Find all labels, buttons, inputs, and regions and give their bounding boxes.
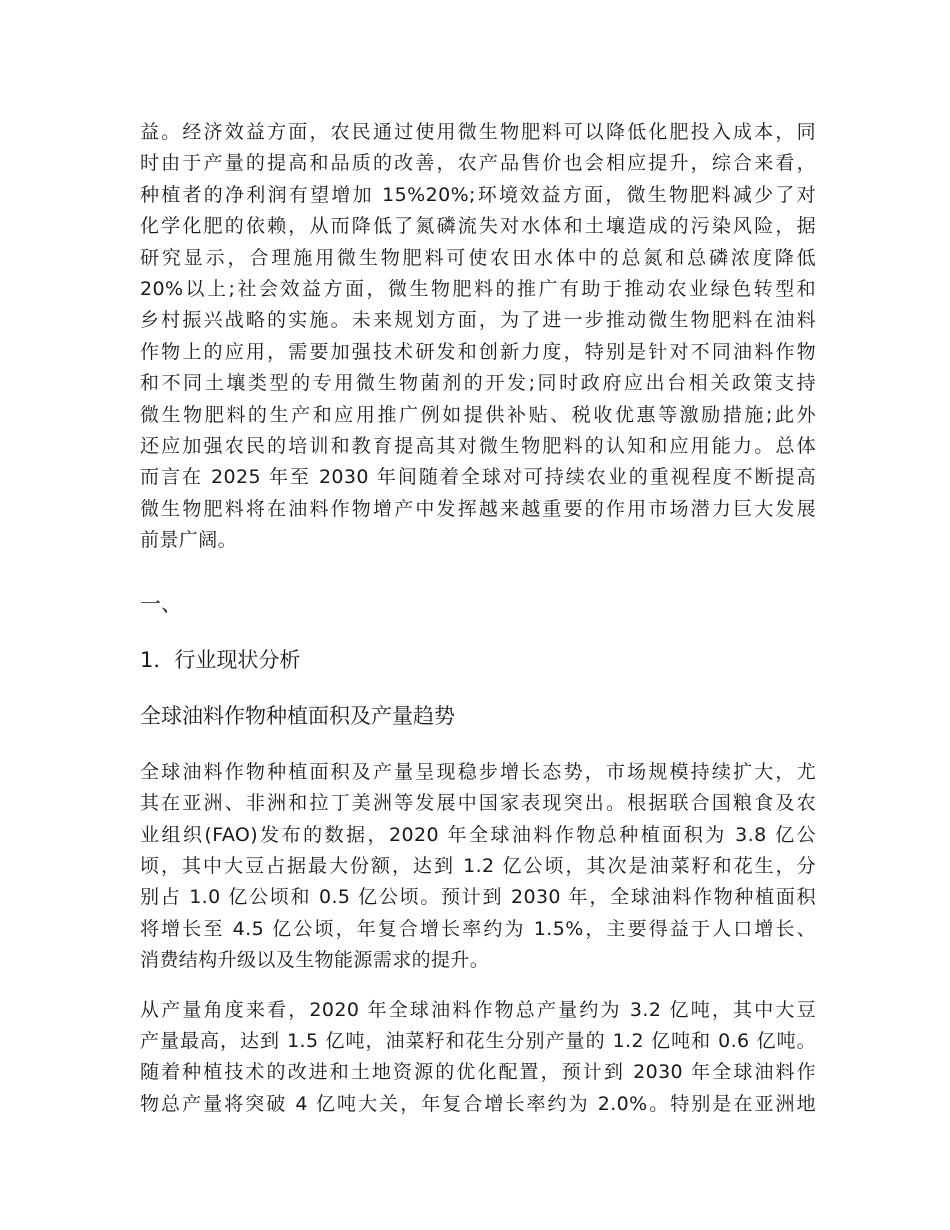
text-line: 前景广阔。 — [140, 529, 238, 552]
text-line: 全球油料作物种植面积及产量呈现稳步增长态势，市场规模持续扩大，尤 — [140, 760, 816, 783]
text-line: 作物上的应用，需要加强技术研发和创新力度，特别是针对不同油料作物 — [140, 340, 816, 363]
text-line: 而言在 2025 年至 2030 年间随着全球对可持续农业的重视程度不断提高 — [140, 466, 816, 489]
text-line: 和不同土壤类型的专用微生物菌剂的开发;同时政府应出台相关政策支持 — [140, 372, 816, 395]
text-line: 将增长至 4.5 亿公顷，年复合增长率约为 1.5%，主要得益于人口增长、 — [140, 917, 816, 940]
text-line: 从产量角度来看，2020 年全球油料作物总产量约为 3.2 亿吨，其中大豆 — [140, 998, 816, 1021]
text-line: 20%以上;社会效益方面，微生物肥料的推广有助于推动农业绿色转型和 — [140, 278, 816, 301]
paragraph-benefits — [140, 117, 816, 557]
text-line: 业组织(FAO)发布的数据，2020 年全球油料作物总种植面积为 3.8 亿公 — [140, 823, 816, 846]
text-line: 还应加强农民的培训和教育提高其对微生物肥料的认知和应用能力。总体 — [140, 435, 816, 458]
text-line: 随着种植技术的改进和土地资源的优化配置，预计到 2030 年全球油料作 — [140, 1061, 816, 1084]
text-line: 时由于产量的提高和品质的改善，农产品售价也会相应提升，综合来看， — [140, 152, 816, 175]
text-line: 别占 1.0 亿公顷和 0.5 亿公顷。预计到 2030 年，全球油料作物种植面积 — [140, 886, 816, 909]
document-page — [140, 117, 816, 1120]
paragraph-output — [140, 995, 816, 1121]
text-line: 其在亚洲、非洲和拉丁美洲等发展中国家表现突出。根据联合国粮食及农 — [140, 792, 816, 815]
text-line: 微生物肥料的生产和应用推广例如提供补贴、税收优惠等激励措施;此外 — [140, 403, 816, 426]
text-line: 化学化肥的依赖，从而降低了氮磷流失对水体和土壤造成的污染风险，据 — [140, 215, 816, 238]
text-line: 物总产量将突破 4 亿吨大关，年复合增长率约为 2.0%。特别是在亚洲地 — [140, 1092, 816, 1115]
subsection-title: 全球油料作物种植面积及产量趋势 — [140, 703, 455, 728]
text-line: 顷，其中大豆占据最大份额，达到 1.2 亿公顷，其次是油菜籽和花生，分 — [140, 854, 816, 877]
text-line: 种植者的净利润有望增加 15%20%;环境效益方面，微生物肥料减少了对 — [140, 183, 816, 206]
text-line: 研究显示，合理施用微生物肥料可使农田水体中的总氮和总磷浓度降低 — [140, 246, 816, 269]
text-line: 益。经济效益方面，农民通过使用微生物肥料可以降低化肥投入成本，同 — [140, 121, 816, 143]
text-line: 乡村振兴战略的实施。未来规划方面，为了进一步推动微生物肥料在油料 — [140, 309, 816, 332]
text-line: 消费结构升级以及生物能源需求的提升。 — [140, 949, 490, 972]
section-title: 1．行业现状分析 — [140, 647, 301, 672]
text-line: 微生物肥料将在油料作物增产中发挥越来越重要的作用市场潜力巨大发展 — [140, 497, 816, 520]
paragraph-planting-area — [140, 757, 816, 977]
text-line: 产量最高，达到 1.5 亿吨，油菜籽和花生分别产量的 1.2 亿吨和 0.6 亿吨。 — [140, 1029, 816, 1052]
section-marker: 一、 — [140, 591, 182, 616]
